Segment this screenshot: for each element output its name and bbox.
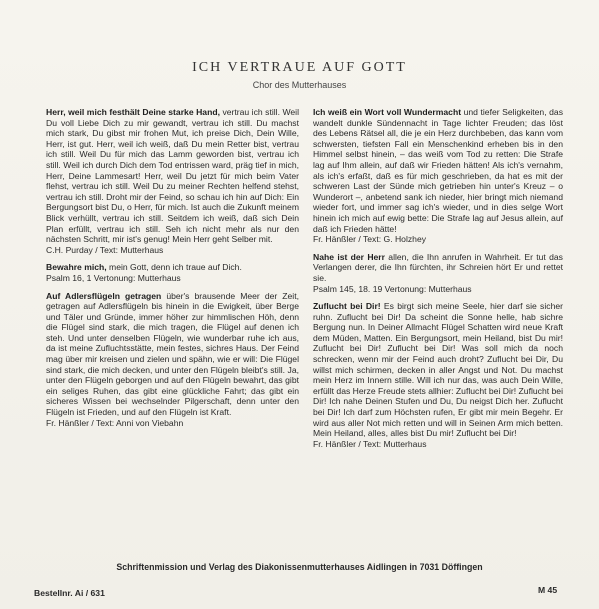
order-number: Bestellnr. Ai / 631 — [34, 588, 105, 598]
song-text — [46, 291, 299, 418]
song-lead: Herr, weil mich festhält Deine starke Hand, — [46, 107, 220, 117]
page-subtitle: Chor des Mutterhauses — [252, 80, 347, 90]
song-body: Es birgt sich meine Seele, hier darf sie sicher ruhn. Zuflucht bei Dir! Da scheint die Sonne helle, hab sichre Bergung nun. In Deiner Allmacht Flügel Schatten wird neue Kraft dem Müden, Matten. Ein Bergungsort, mein Heiland, bist Du mir! Zuflucht bei Dir! Zuflucht bei Dir! Was soll mich da noch schrecken, wenn mir der Feind auch droht? Zuflucht bei Dir, Du willst mich schirmen, decken in aller Angst und Not. Du machst mein Herz im Innern stille. Will ich nur das, was auch Dein Wille, erfüllt das Herze Freude stets allhier: Zuflucht bei Dir! Zuflucht bei Dir! Ich nahe Deinen Stufen und Du, Du neigst Dich her. Zuflucht bei Dir! Ich darf zum Höchsten rufen, Er gibt mir mein Begehr. Er wird aus aller Not mich retten und will in Seinen Arm mich betten. Mein Heiland, alles, alles bist Du mir! Zuflucht bei Dir! — [313, 301, 563, 439]
song-body: vertrau ich still. Weil Du voll Liebe Dich zu mir gewandt, vertrau ich still. Du machst mich stark, Du gibst mir frohen Mut, ich preise Dich, Dein Wille, Herr, ist gut. Herr, weil ich weiß, daß Du mein Retter bist, vertrau ich still. Weil Du für mich das Lamm geworden bist, vertrau ich still. Weil ich durch Dich dem Tod entrissen ward, präg tief in mich, Herr, Deine Lammesart! Herr, weil Du jetzt für mich beim Vater flehst, vertrau ich still. Weil Du zu meiner Rechten helfend stehst, vertrau ich still. Droht mir der Feind, so schau ich hin auf Dich: Ein Bergungsort bist Du, o Herr, für mich. Ist auch die Zukunft meinem Blick verhüllt, vertrau ich still. Seitdem ich weiß, daß sich Dein Plan erfüllt, vertrau ich still. Seh ich nicht mehr als nur den nächsten Schritt, mir ist's genug! Mein Herr geht Selber mit. — [46, 107, 299, 245]
song-credit: Fr. Hänßler / Text: Mutterhaus — [313, 438, 427, 449]
song-lead: Auf Adlersflügeln getragen — [46, 290, 162, 301]
song-body: allen, die Ihn anrufen in Wahrheit. Er tut das Verlangen derer, die Ihn fürchten, ihr Schreien hört Er und rettet sie. — [313, 251, 563, 283]
song-block — [313, 301, 563, 449]
song-body: über's brausende Meer der Zeit, getragen auf Adlersflügeln bis hinein in die Ewigkeit, über Berge und Täler und Gründe, immer höher zur himmlischen Höh, denn die Flügel sind stark, die mich tragen, die Flügel auf denen ich steh. Und unter denselben Flügeln, wie wunderbar ruhe ich aus, da ist meine Zufluchtsstätte, mein festes, sichres Haus. Der Feind mag über mir kreisen und zielen und spähn, wie er will: Die Flügel sind stark, die mich decken, und unter den Flügeln bleibt's still. Ja, unter den Flügeln geborgen und auf den Flügeln bewahrt, das gibt ein seliges Ruhen, das gibt eine glückliche Fahrt; das gibt ein sicheres Wissen bei wechselnder Pilgerschaft, denn unter den Flügeln ist Frieden, und auf den Flügeln ist Kraft. — [46, 290, 299, 418]
song-lead: Zuflucht bei Dir! — [313, 301, 381, 312]
song-credit: Fr. Hänßler / Text: Anni von Viebahn — [46, 417, 184, 428]
song-block — [46, 262, 299, 283]
catalog-code: M 45 — [538, 585, 558, 595]
song-block — [46, 107, 299, 255]
song-block — [46, 291, 299, 429]
page-title: ICH VERTRAUE AUF GOTT — [192, 60, 407, 75]
song-body: und tiefer Seligkeiten, das wandelt dunkle Sündennacht in Tage lichter Freuden; das löst des Lebens Rätsel all, die je ein Herz durchbeben, das kann vom schwersten, tiefsten Fall ein Menschenkind erheben bis in den Himmel selbst hinein, – das weiß vom Tod zu retten: Die Strafe lag auf Ihm allein, auf daß wir Frieden hätten! Als ich's vernahm, als ich's erfaßt, daß es für mich geschrieben, da hat es mit der schweren Last der Sünde mich getrieben hin unter's Kreuz – o Wunderort –, anbetend sank ich nieder, hier bringt mich niemand wieder fort, und immer sag ich's wieder, und in dies selge Wort hinein ich mich auf ewig bette: Die Strafe lag auf Jesus allein, auf daß ich Frieden hätte! — [313, 107, 564, 234]
right-column — [313, 107, 563, 456]
song-block — [313, 107, 563, 245]
song-credit: Psalm 16, 1 Vertonung: Mutterhaus — [46, 272, 181, 283]
song-text — [313, 301, 563, 439]
song-credit: Psalm 145, 18. 19 Vertonung: Mutterhaus — [313, 283, 472, 294]
song-credit: Fr. Hänßler / Text: G. Holzhey — [313, 234, 427, 245]
left-column — [46, 107, 299, 435]
song-lead: Nahe ist der Herr — [313, 251, 385, 262]
song-text — [313, 107, 563, 234]
song-lead: Ich weiß ein Wort voll Wundermacht — [313, 107, 462, 117]
song-text — [46, 262, 299, 273]
song-text — [313, 252, 563, 284]
song-lead: Bewahre mich, — [46, 262, 107, 273]
song-credit: C.H. Purday / Text: Mutterhaus — [46, 244, 164, 255]
song-text — [46, 107, 299, 245]
song-block — [313, 252, 563, 294]
publisher-line: Schriftenmission und Verlag des Diakonissenmutterhauses Aidlingen in 7031 Döffingen — [116, 562, 483, 572]
song-body: mein Gott, denn ich traue auf Dich. — [106, 262, 242, 273]
